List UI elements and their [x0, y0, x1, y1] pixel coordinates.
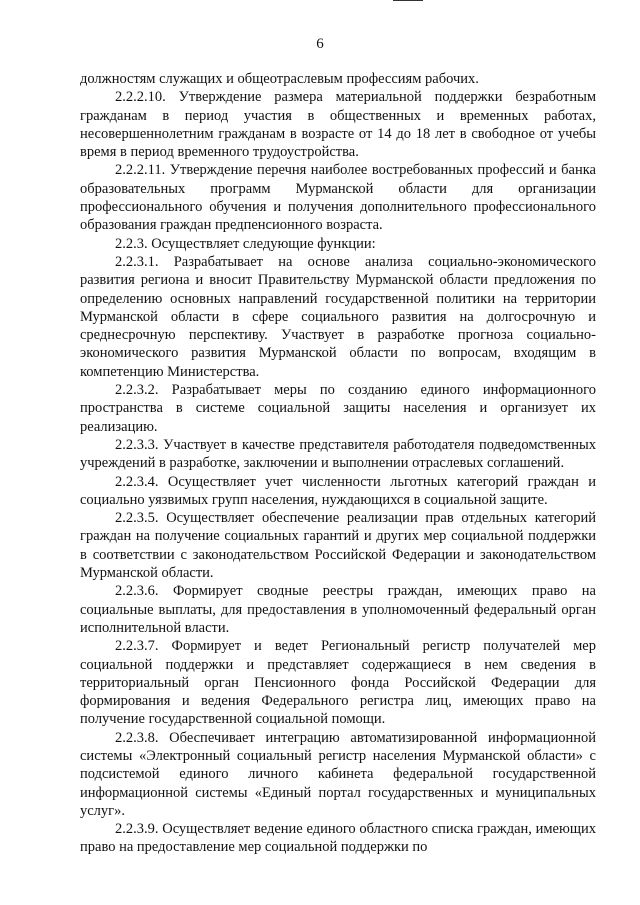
paragraph-2-2-3-2: 2.2.3.2. Разрабатывает меры по созданию единого информационного пространства в системе социальной защиты населения и организует их реализацию.	[80, 382, 596, 435]
paragraph-2-2-3-5: 2.2.3.5. Осуществляет обеспечение реализации прав отдельных категорий граждан на получение социальных гарантий и других мер социальной поддержки в соответствии с законодательством Российской Федерации и законодательством Мурманской области.	[80, 510, 596, 582]
paragraph-2-2-2-10: 2.2.2.10. Утверждение размера материальной поддержки безработным гражданам в период участия в общественных и временных работах, несовершеннолетним гражданам в возрасте от 14 до 18 лет в свободное от учебы время в период временного трудоустройства.	[80, 89, 596, 161]
paragraph-2-2-3-1: 2.2.3.1. Разрабатывает на основе анализа социально-экономического развития региона и вносит Правительству Мурманской области предложения по определению основных направлений государственной политики на территории Мурманской области в сфере социального развития на долгосрочную и среднесрочную перспективу. Участвует в разработке прогноза социально-экономического развития Мурманской области по вопросам, входящим в компетенцию Министерства.	[80, 253, 596, 380]
paragraph-continuation: должностям служащих и общеотраслевым профессиям рабочих.	[80, 71, 479, 87]
paragraph-2-2-3-9: 2.2.3.9. Осуществляет ведение единого областного списка граждан, имеющих право на предоставление мер социальной поддержки по	[80, 821, 596, 856]
document-body	[80, 70, 596, 857]
paragraph-2-2-3-7: 2.2.3.7. Формирует и ведет Региональный регистр получателей мер социальной поддержки и представляет содержащиеся в нем сведения в территориальный орган Пенсионного фонда Российской Федерации для формирования и ведения Федерального регистра лиц, имеющих право на получение государственной социальной помощи.	[80, 638, 596, 728]
top-rule	[393, 0, 423, 1]
paragraph-2-2-3-3: 2.2.3.3. Участвует в качестве представителя работодателя подведомственных учреждений в разработке, заключении и выполнении отраслевых соглашений.	[80, 436, 596, 472]
paragraph-2-2-3-8: 2.2.3.8. Обеспечивает интеграцию автоматизированной информационной системы «Электронный социальный регистр населения Мурманской области» с подсистемой единого личного кабинета федеральной государственной информационной системы «Единый портал государственных и муниципальных услуг».	[80, 729, 596, 819]
paragraph-2-2-2-11: 2.2.2.11. Утверждение перечня наиболее востребованных профессий и банка образовательных программ Мурманской области для организации профессионального обучения и получения дополнительного профессионального образования граждан предпенсионного возраста.	[80, 162, 596, 234]
page-number: 6	[316, 36, 324, 52]
paragraph-2-2-3-4: 2.2.3.4. Осуществляет учет численности льготных категорий граждан и социально уязвимых групп населения, нуждающихся в социальной защите.	[80, 473, 596, 508]
paragraph-2-2-3: 2.2.3. Осуществляет следующие функции:	[115, 235, 376, 252]
paragraph-2-2-3-6: 2.2.3.6. Формирует сводные реестры граждан, имеющих право на социальные выплаты, для предоставления в уполномоченный федеральный орган исполнительной власти.	[80, 583, 596, 636]
